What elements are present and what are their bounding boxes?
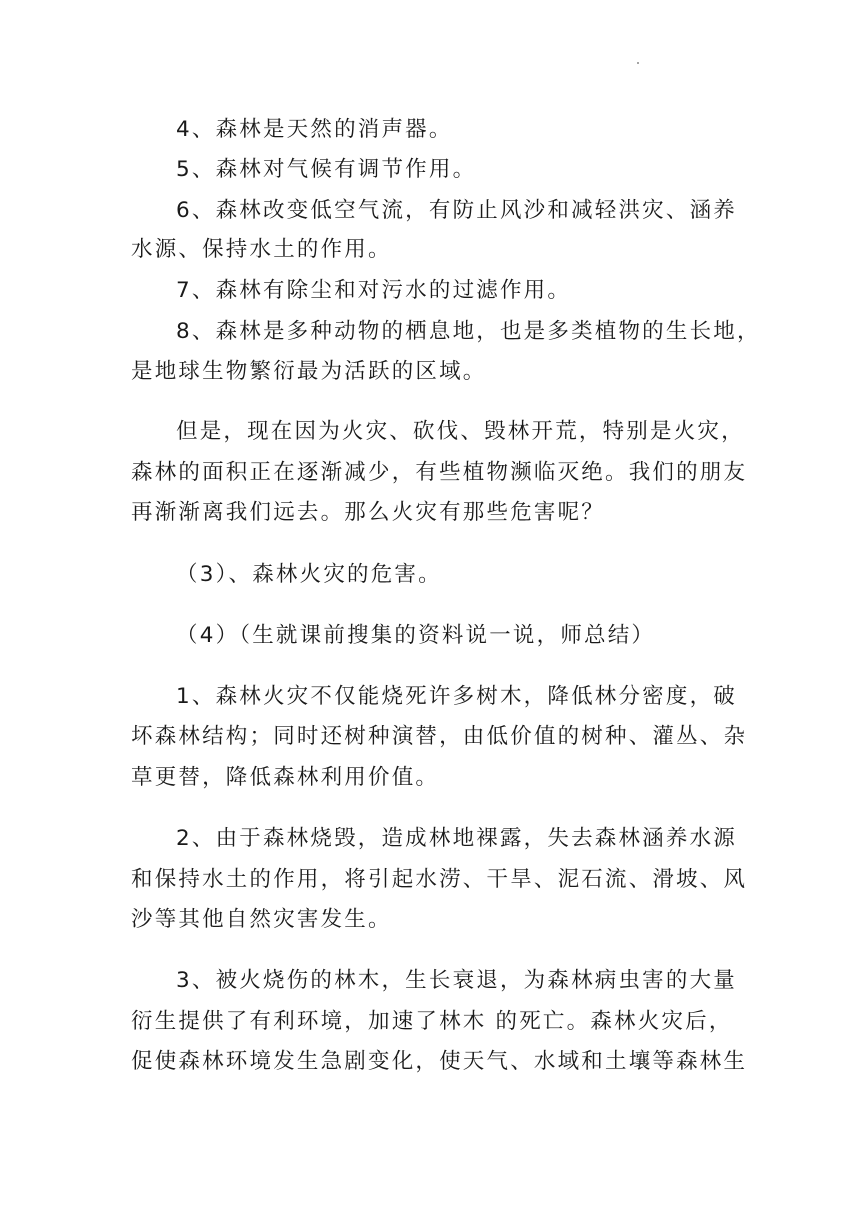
page-mark-dot xyxy=(637,62,639,64)
text-line: 8、森林是多种动物的栖息地，也是多类植物的生长地， xyxy=(176,319,761,344)
text-line: 草更替，降低森林利用价值。 xyxy=(131,765,440,790)
text-line: 再渐渐离我们远去。那么火灾有那些危害呢？ xyxy=(131,500,606,525)
text-line: 沙等其他自然灾害发生。 xyxy=(131,907,392,932)
text-line: 坏森林结构；同时还树种演替，由低价值的树种、灌丛、杂 xyxy=(131,724,748,749)
text-line: 但是，现在因为火灾、砍伐、毁林开荒，特别是火灾， xyxy=(176,419,745,444)
section-heading: （4）（生就课前搜集的资料说一说，师总结） xyxy=(176,623,656,648)
section-heading: （3）、森林火灾的危害。 xyxy=(176,562,442,587)
text-line: 是地球生物繁衍最为活跃的区域。 xyxy=(131,359,487,384)
text-line: 4、森林是天然的消声器。 xyxy=(176,117,453,142)
text-line: 和保持水土的作用，将引起水涝、干旱、泥石流、滑坡、风 xyxy=(131,867,748,892)
text-line: 2、由于森林烧毁，造成林地裸露，失去森林涵养水源 xyxy=(176,826,737,851)
text-line: 促使森林环境发生急剧变化，使天气、水域和土壤等森林生 xyxy=(131,1049,748,1074)
text-line: 7、森林有除尘和对污水的过滤作用。 xyxy=(176,278,572,303)
text-line: 衍生提供了有利环境，加速了林木 的死亡。森林火灾后， xyxy=(131,1009,733,1034)
text-line: 1、森林火灾不仅能烧死许多树木，降低林分密度，破 xyxy=(176,684,737,709)
text-line: 水源、保持水土的作用。 xyxy=(131,237,392,262)
text-line: 3、被火烧伤的林木，生长衰退，为森林病虫害的大量 xyxy=(176,968,737,993)
text-line: 6、森林改变低空气流，有防止风沙和减轻洪灾、涵养 xyxy=(176,198,737,223)
text-line: 5、森林对气候有调节作用。 xyxy=(176,157,477,182)
text-line: 森林的面积正在逐渐减少，有些植物濒临灭绝。我们的朋友 xyxy=(131,460,748,485)
